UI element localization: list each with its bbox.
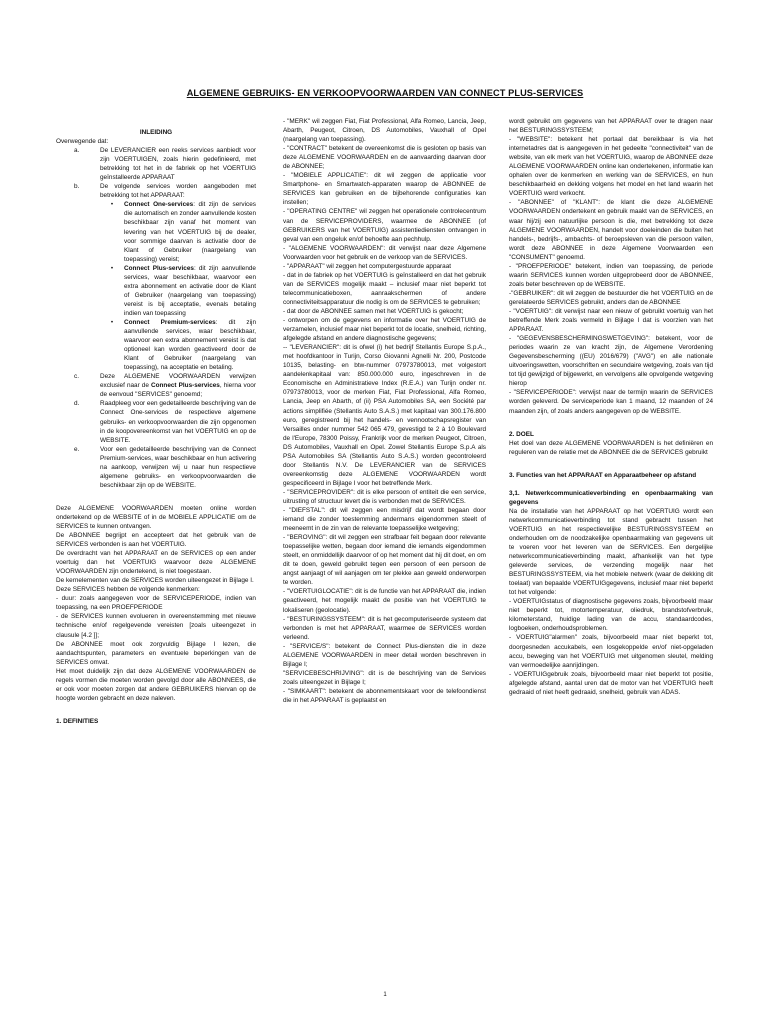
paragraph: - duur: zoals aangegeven voor de SERVICEPERIODE, indien van toepassing, na een PROEFPERIODE — [56, 595, 256, 612]
list-text: Voor een gedetailleerde beschrijving van de Connect Premium-services, waar beschikbaar en hun activering na aankoop, verwijzen wij u naar hun respectieve algemene gebruiks- en verkoopvoorwaarden die beschikbaar zijn op de WEBSITE. — [100, 445, 256, 489]
list-marker: e. — [74, 445, 80, 453]
document-title: ALGEMENE GEBRUIKS- EN VERKOOPVOORWAARDEN VAN CONNECT PLUS-SERVICES — [186, 88, 584, 98]
bullet-text — [124, 318, 256, 372]
section-heading-functies: 3. Functies van het APPARAAT en Apparaatbeheer op afstand — [509, 471, 697, 479]
definition-paragraph: - "SERVICE/S": betekent de Connect Plus-diensten die in deze ALGEMENE VOORWAARDEN in meer detail worden beschreven in Bijlage I; — [283, 642, 486, 668]
paragraph: De ABONNEE begrijpt en accepteert dat het gebruik van de SERVICES verbonden is aan het VOERTUIG. — [56, 532, 256, 549]
subsection-heading-3-1: 3,1. Netwerkcommunicatieverbinding en openbaarmaking van gegevens — [509, 489, 713, 506]
definition-paragraph: -- "LEVERANCIER": dit is ofwel (i) het bedrijf Stellantis Europe S.p.A., met hoofdkantoor in Turijn, Corso Giovanni Agnelli Nr. 200, Postcode 10135, belasting- en btw-nummer 07973780013, met volgestort aandelenkapitaal van: 850.000.000 euro, ingeschreven in de Economische en Administratieve Index (R.E.A.) van Turijn onder nr. 07973780013, voor de merken Fiat, Fiat Professional, Alfa Romeo, Lancia, Jeep en Abarth, of (ii) PSA Automobiles SA, een Société par actions simplifiée (Stellantis Auto S.A.S.) met kapitaal van 300.176.800 euro, geregistreerd bij het handels- en vennootschapsregister van Versailles onder nummer 542 065 479, gevestigd te 2 à 10 Boulevard de l'Europe, 78300 Poissy, Frankrijk voor de merken Peugeot, Citroen, DS Automobiles, Vauxhall en Opel. Zowel Stellantis Europe S.p.A als PSA Automobiles SA (Stellantis Auto S.A.S.) worden gecontroleerd door Stellantis N.V. De LEVERANCIER van de SERVICES overeenkomstig deze ALGEMENE VOORWAARDEN wordt gespecificeerd in Bijlage I voor het betreffende Merk. — [283, 344, 486, 487]
list-item — [56, 445, 256, 490]
paragraph: Deze SERVICES hebben de volgende kenmerken: — [56, 586, 200, 594]
service-name: Connect One-services — [124, 201, 194, 209]
paragraph: - VOERTUIG"alarmen" zoals, bijvoorbeeld maar niet beperkt tot, doorgesneden accukabels, een losgekoppelde en/of niet-opgeladen accu, beweging van het VOERTUIG met uitgenomen sleutel, melding van vermoedelijke aanrijdingen. — [509, 634, 713, 669]
paragraph: - de SERVICES kunnen evolueren in overeenstemming met nieuwe technische en/of regelgevende vereisten [zoals uiteengezet in clausule [4.2 ]]; — [56, 613, 256, 639]
service-name: Connect Premium-services — [124, 318, 216, 326]
bullet-icon: • — [110, 264, 114, 272]
list-text-post: , hierna voor de eenvoud "SERVICES" genoemd; — [100, 382, 256, 399]
definition-paragraph: - "WEBSITE": betekent het portaal dat bereikbaar is via het internetadres dat is aangegeven in het gedeelte "connectiviteit" van de website, van elk merk van het VOERTUIG, waarop de ABONNEE deze ALGEMENE VOORWAARDEN online kan ondertekenen, informatie kan ophalen over de kenmerken en werking van de SERVICES, en hun beschikbaarheid en dekking volgens het model en het land waarin het VOERTUIG werd verkocht. — [509, 136, 713, 198]
paragraph: De kernelementen van de SERVICES worden uiteengezet in Bijlage I. — [56, 577, 254, 585]
definition-paragraph: - "DIEFSTAL": dit wil zeggen een misdrijf dat wordt begaan door iemand die zonder toestemming andermans eigendommen steelt of meeneemt in de zin van de relevante toepasselijke wetgeving; — [283, 507, 486, 533]
bullet-icon: • — [110, 201, 114, 209]
definition-paragraph: - "BESTURINGSSYSTEEM": dit is het gecomputeriseerde systeem dat verbonden is met het APPARAAT, waarmee de SERVICES worden verleend. — [283, 615, 486, 641]
list-item — [56, 182, 256, 200]
paragraph: Deze ALGEMENE VOORWAARDEN moeten online worden ondertekend op de WEBSITE of in de MOBIELE APPLICATIE om de SERVICES te kunnen ontvangen. — [56, 504, 256, 530]
bullet-text — [124, 264, 256, 318]
list-text: De LEVERANCIER een reeks services aanbiedt voor zijn VOERTUIGEN, zoals hierin gedefinieerd, met betrekking tot het in de fabriek op het VOERTUIG geïnstalleerde APPARAAT — [100, 147, 256, 182]
definition-paragraph: - "SERVICEPROVIDER": dit is elke persoon of entiteit die een service, uitrusting of structuur levert die is verbonden met de SERVICES. — [283, 488, 486, 505]
definition-paragraph: - dat in de fabriek op het VOERTUIG is geïnstalleerd en dat het gebruik van de SERVICES mogelijk maakt – inclusief maar niet beperkt tot telecommunicatieboxen, aanraakschermen of andere connectiviteitsapparatuur die nodig is om de SERVICES te gebruiken; — [283, 271, 486, 306]
definition-paragraph: - "APPARAAT" wil zeggen het computergestuurde apparaat — [283, 262, 452, 270]
list-text: De volgende services worden aangeboden met betrekking tot het APPARAAT: — [100, 183, 256, 200]
page-number: 1 — [383, 992, 387, 998]
definition-paragraph: - "SIMKAART": betekent de abonnementskaart voor de telefoondienst die in het APPARAAT is geplaatst en — [283, 687, 486, 704]
list-item — [56, 372, 256, 399]
definition-paragraph: "SERVICEBESCHRIJVING": dit is de beschrijving van de Services zoals uiteengezet in Bijlage I; — [283, 669, 486, 686]
service-desc: : dit zijn de services die automatisch en zonder aanvullende kosten beschikbaar zijn vanaf het moment van levering van het VOERTUIG bij de dealer, voor sommige daarvan is activatie door de Klant of Gebruiker (naargelang van toepassing) vereist; — [124, 201, 256, 263]
definition-paragraph: - "PROEFPERIODE" betekent, indien van toepassing, de periode waarin SERVICES kunnen worden uitgeprobeerd door de ABONNEE, zoals beter beschreven op de WEBSITE. — [509, 262, 713, 288]
definition-paragraph: - "OPERATING CENTRE" wil zeggen het operationele controlecentrum van de SERVICEPROVIDERS, waarmee de ABONNEE (of GEBRUIKERS van het VOERTUIG) assistentiediensten ontvangen in geval van een ongeluk en/of behoefte aan pechhulp. — [283, 208, 486, 243]
paragraph: Na de installatie van het APPARAAT op het VOERTUIG wordt een netwerkcommunicatieverbinding tot stand gebracht tussen het VOERTUIG en het respectievelijke BESTURINGSSYSTEEM en onderhouden om de noodzakelijke openbaarmaking van gegevens uit te voeren voor het leveren van de SERVICES. Een dergelijke netwerkcommunicatieverbinding maakt, afhankelijk van het type geleverde services, de verzending mogelijk naar het BESTURINGSSYSTEEM, via het mobiele netwerk (waar de dekking dit toelaat) van bepaalde VOERTUIGgegevens, inclusief maar niet beperkt tot het volgende: — [509, 507, 713, 597]
definition-paragraph: - "CONTRACT" betekent de overeenkomst die is gesloten op basis van deze ALGEMENE VOORWAARDEN en de aanvaarding daarvan door de ABONNEE; — [283, 145, 486, 171]
column-3 — [509, 117, 713, 697]
paragraph: - VOERTUIGgebruik zoals, bijvoorbeeld maar niet beperkt tot positie, afgelegde afstand, aantal uren dat de motor van het VOERTUIG heeft gedraaid of niet heeft gedraaid, snelheid, gebruik van ADAS. — [509, 670, 713, 696]
column-2 — [283, 117, 486, 705]
definition-paragraph: - "BEROVING": dit wil zeggen een strafbaar feit begaan door relevante toepasselijke wetten, begaan door iemand die iemands eigendommen steelt, en onmiddellijk daarvoor of op het moment dat hij dit doet, en om dit te doen, geweld gebruikt tegen een persoon of een persoon de angst aanjaagt of wil aanjagen om ter plekke aan geweld onderworpen te worden. — [283, 534, 486, 587]
paragraph: Het doel van deze ALGEMENE VOORWAARDEN is het definiëren en reguleren van de relatie met de ABONNEE die de SERVICES gebruikt — [509, 439, 713, 456]
list-text: Raadpleeg voor een gedetailleerde beschrijving van de Connect One-services de respectieve algemene gebruiks- en verkoopvoorwaarden die zijn opgenomen in de koopovereenkomst van het VOERTUIG en op de WEBSITE. — [100, 400, 256, 444]
list-marker: d. — [74, 400, 80, 408]
bullet-item — [100, 200, 256, 263]
definition-paragraph: -"GEBRUIKER": dit wil zeggen de bestuurder die het VOERTUIG en de gerelateerde SERVICES gebruikt, anders dan de ABONNEE — [509, 289, 713, 306]
list-item — [56, 146, 256, 182]
definition-paragraph: - "GEGEVENSBESCHERMINGSWETGEVING": betekent, voor de periodes waarin ze van kracht zijn, de Algemene Verordening Gegevensbescherming ((EU) 2016/679) ("AVG") en alle nationale uitvoeringswetten, voorschriften en secundaire wetgeving, zoals van tijd tot tijd gewijzigd of bijgewerkt, en vervolgens alle opvolgende wetgeving hierop — [509, 335, 713, 388]
definition-paragraph: - "ALGEMENE VOORWAARDEN": dit verwijst naar deze Algemene Voorwaarden voor het gebruik en de verkoop van de SERVICES. — [283, 244, 486, 261]
definition-paragraph: - "MOBIELE APPLICATIE": dit wil zeggen de applicatie voor Smartphone- en Smartwatch-apparaten waarop de ABONNEE de SERVICES kan gebruiken en de bijbehorende configuraties kan instellen; — [283, 172, 486, 207]
section-heading-definities: 1. DEFINITIES — [56, 717, 99, 725]
list-marker: b. — [74, 183, 80, 191]
column-1 — [56, 128, 256, 726]
intro-text: Overwegende dat: — [56, 138, 109, 146]
paragraph: Het moet duidelijk zijn dat deze ALGEMENE VOORWAARDEN de regels vormen die moeten worden gevolgd door alle ABONNEES, die er ook voor moeten zorgen dat andere GEBRUIKERS hiervan op de hoogte worden gebracht en deze naleven. — [56, 667, 256, 702]
bullet-item — [100, 264, 256, 318]
list-marker: a. — [74, 147, 80, 155]
definition-paragraph: wordt gebruikt om gegevens van het APPARAAT over te dragen naar het BESTURINGSSYSTEEM; — [509, 118, 713, 135]
definition-paragraph: - "VOERTUIG": dit verwijst naar een nieuw of gebruikt voertuig van het betreffende Merk zoals vermeld in Bijlage I dat is voorzien van het APPARAAT. — [509, 307, 713, 334]
definition-paragraph: - "MERK" wil zeggen Fiat, Fiat Professional, Alfa Romeo, Lancia, Jeep, Abarth, Peugeot, Citroen, DS Automobiles, Vauxhall of Opel (naargelang van toepassing). — [283, 118, 486, 144]
list-text-pre: Deze ALGEMENE VOORWAARDEN verwijzen exclusief naar de — [100, 373, 256, 390]
definition-paragraph: - ontworpen om de gegevens en informatie over het VOERTUIG de verzamelen, inclusief maar niet beperkt tot de locatie, snelheid, richting, afgelegde afstand en andere diagnostische gegevens; — [283, 317, 486, 343]
section-heading-inleiding: INLEIDING — [139, 129, 173, 136]
paragraph: De overdracht van het APPARAAT en de SERVICES op een ander voertuig dan het VOERTUIG waarvoor deze ALGEMENE VOORWAARDEN zijn ondertekend, is niet toegestaan. — [56, 550, 256, 576]
bullet-item — [100, 318, 256, 372]
definition-paragraph: - "ABONNEE" of "KLANT": de klant die deze ALGEMENE VOORWAARDEN ondertekent en gebruik maakt van de SERVICES, en waar hij/zij een natuurlijke persoon is die, met betrekking tot deze ALGEMENE VOORWAARDEN, handelt voor doeleinden die buiten het handels-, bedrijfs-, ambachts- of beroepsleven van die persoon vallen, wordt deze ABONNEE in deze Algemene Voorwaarden een "CONSUMENT" genoemd. — [509, 199, 713, 261]
list-text-bold: Connect Plus-services — [151, 382, 220, 390]
service-desc: : dit zijn aanvullende services, waar beschikbaar, waarvoor een extra abonnement vereist is dat optioneel kan worden geactiveerd door de Klant of Gebruiker (naargelang van toepassing), na acceptatie en betaling. — [124, 318, 256, 372]
definition-paragraph: - "SERVICEPERIODE": verwijst naar de termijn waarin de SERVICES worden geleverd. De serviceperiode kan 1 maand, 12 maanden of 24 maanden zijn, of zoals anders aangegeven op de WEBSITE. — [509, 389, 713, 415]
service-name: Connect Plus-services — [124, 264, 194, 272]
definition-paragraph: - dat door de ABONNEE samen met het VOERTUIG is gekocht; — [283, 307, 464, 315]
bullet-icon: • — [110, 318, 114, 326]
list-item — [56, 399, 256, 444]
service-desc: : dit zijn aanvullende services, waar beschikbaar, waarvoor een extra abonnement en activatie door de Klant of Gebruiker (naargelang van toepassing) vereist is bij acceptatie, evenals betaling indien van toepassing — [124, 264, 256, 317]
list-marker: c. — [74, 373, 79, 381]
bullet-text — [124, 200, 256, 263]
paragraph: - VOERTUIGstatus of diagnostische gegevens zoals, bijvoorbeeld maar niet beperkt tot, motortemperatuur, oliedruk, brandstofverbruik, kilometerstand, huidige lading van de accu, standaardcodes, logboeken, onderhoudsproblemen. — [509, 598, 713, 633]
list-text — [100, 372, 256, 399]
section-heading-doel: 2. DOEL — [509, 430, 534, 438]
paragraph: De ABONNEE moet ook zorgvuldig Bijlage I lezen, die aandachtspunten, parameters en eventuele beperkingen van de SERVICES omvat. — [56, 640, 256, 666]
definition-paragraph: - "VOERTUIGLOCATIE": dit is de functie van het APPARAAT die, indien geactiveerd, het mogelijk maakt de positie van het VOERTUIG te lokaliseren (geolocatie). — [283, 588, 486, 614]
